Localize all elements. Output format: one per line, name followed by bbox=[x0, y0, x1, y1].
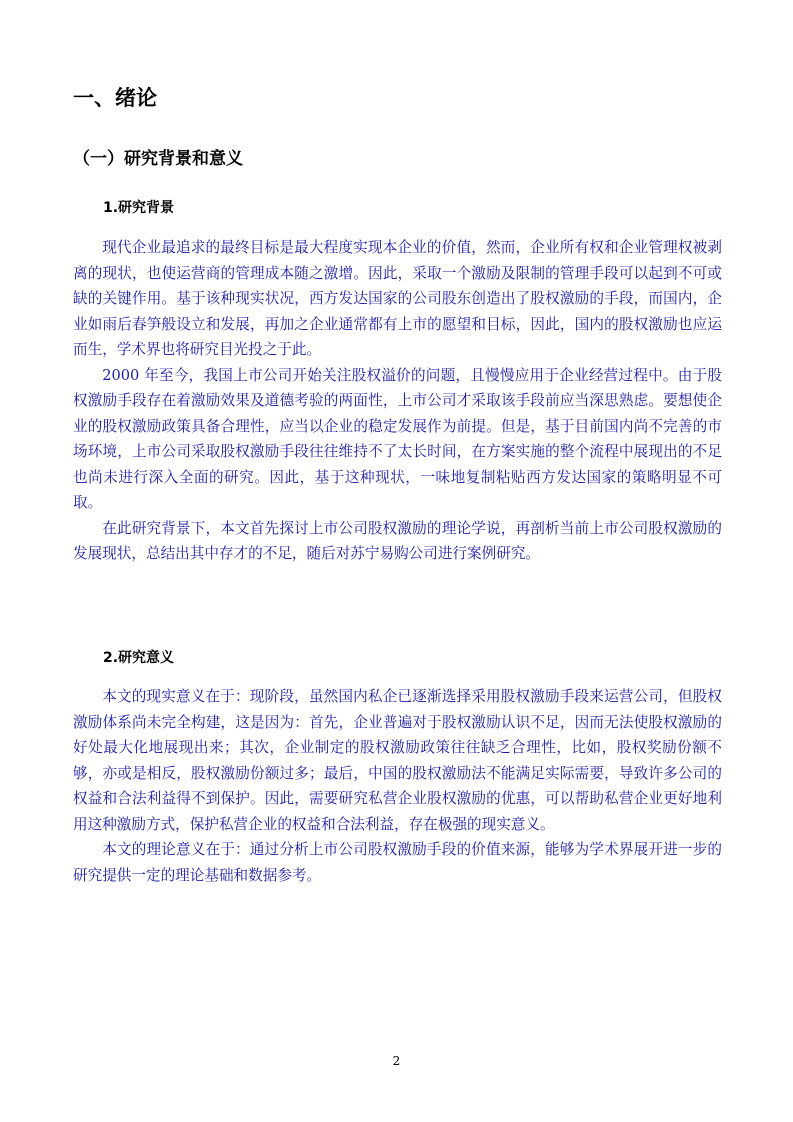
section-title: （一）研究背景和意义 bbox=[73, 149, 243, 169]
subsection-title-significance: 2.研究意义 bbox=[103, 650, 175, 666]
subsection-title-background: 1.研究背景 bbox=[103, 200, 175, 216]
paragraph: 本文的现实意义在于：现阶段，虽然国内私企已逐渐选择采用股权激励手段来运营公司，但股权激励体系尚未完全构建，这是因为：首先，企业普遍对于股权激励认识不足，因而无法使股权激励的好处最大化地展现出来；其次，企业制定的股权激励政策往往缺乏合理性，比如，股权奖励份额不够，亦或是相反，股权激励份额过多；最后，中国的股权激励法不能满足实际需要，导致许多公司的权益和合法利益得不到保护。因此，需要研究私营企业股权激励的优惠，可以帮助私营企业更好地利用这种激励方式，保护私营企业的权益和合法利益，存在极强的现实意义。 bbox=[73, 688, 722, 833]
page-number: 2 bbox=[392, 1054, 401, 1068]
significance-body bbox=[73, 684, 722, 888]
paragraph: 现代企业最追求的最终目标是最大程度实现本企业的价值，然而，企业所有权和企业管理权被剥离的现状，也使运营商的管理成本随之激增。因此，采取一个激励及限制的管理手段可以起到不可或缺的关键作用。基于该种现实状况，西方发达国家的公司股东创造出了股权激励的手段，而国内，企业如雨后春笋般设立和发展，再加之企业通常都有上市的愿望和目标，因此，国内的股权激励也应运而生，学术界也将研究目光投之于此。 bbox=[73, 239, 722, 358]
paragraph: 本文的理论意义在于：通过分析上市公司股权激励手段的价值来源，能够为学术界展开进一步的研究提供一定的理论基础和数据参考。 bbox=[73, 841, 722, 884]
paragraph: 2000 年至今，我国上市公司开始关注股权溢价的问题，且慢慢应用于企业经营过程中。由于股权激励手段存在着激励效果及道德考验的两面性，上市公司才采取该手段前应当深思熟虑。要想使企业的股权激励政策具备合理性，应当以企业的稳定发展作为前提。但是，基于目前国内尚不完善的市场环境，上市公司采取股权激励手段往往维持不了太长时间，在方案实施的整个流程中展现出的不足也尚未进行深入全面的研究。因此，基于这种现状，一味地复制粘贴西方发达国家的策略明显不可取。 bbox=[73, 366, 722, 511]
paragraph: 在此研究背景下，本文首先探讨上市公司股权激励的理论学说，再剖析当前上市公司股权激励的发展现状，总结出其中存才的不足，随后对苏宁易购公司进行案例研究。 bbox=[73, 519, 722, 562]
chapter-title: 一、绪论 bbox=[73, 86, 157, 110]
background-body bbox=[73, 235, 722, 567]
